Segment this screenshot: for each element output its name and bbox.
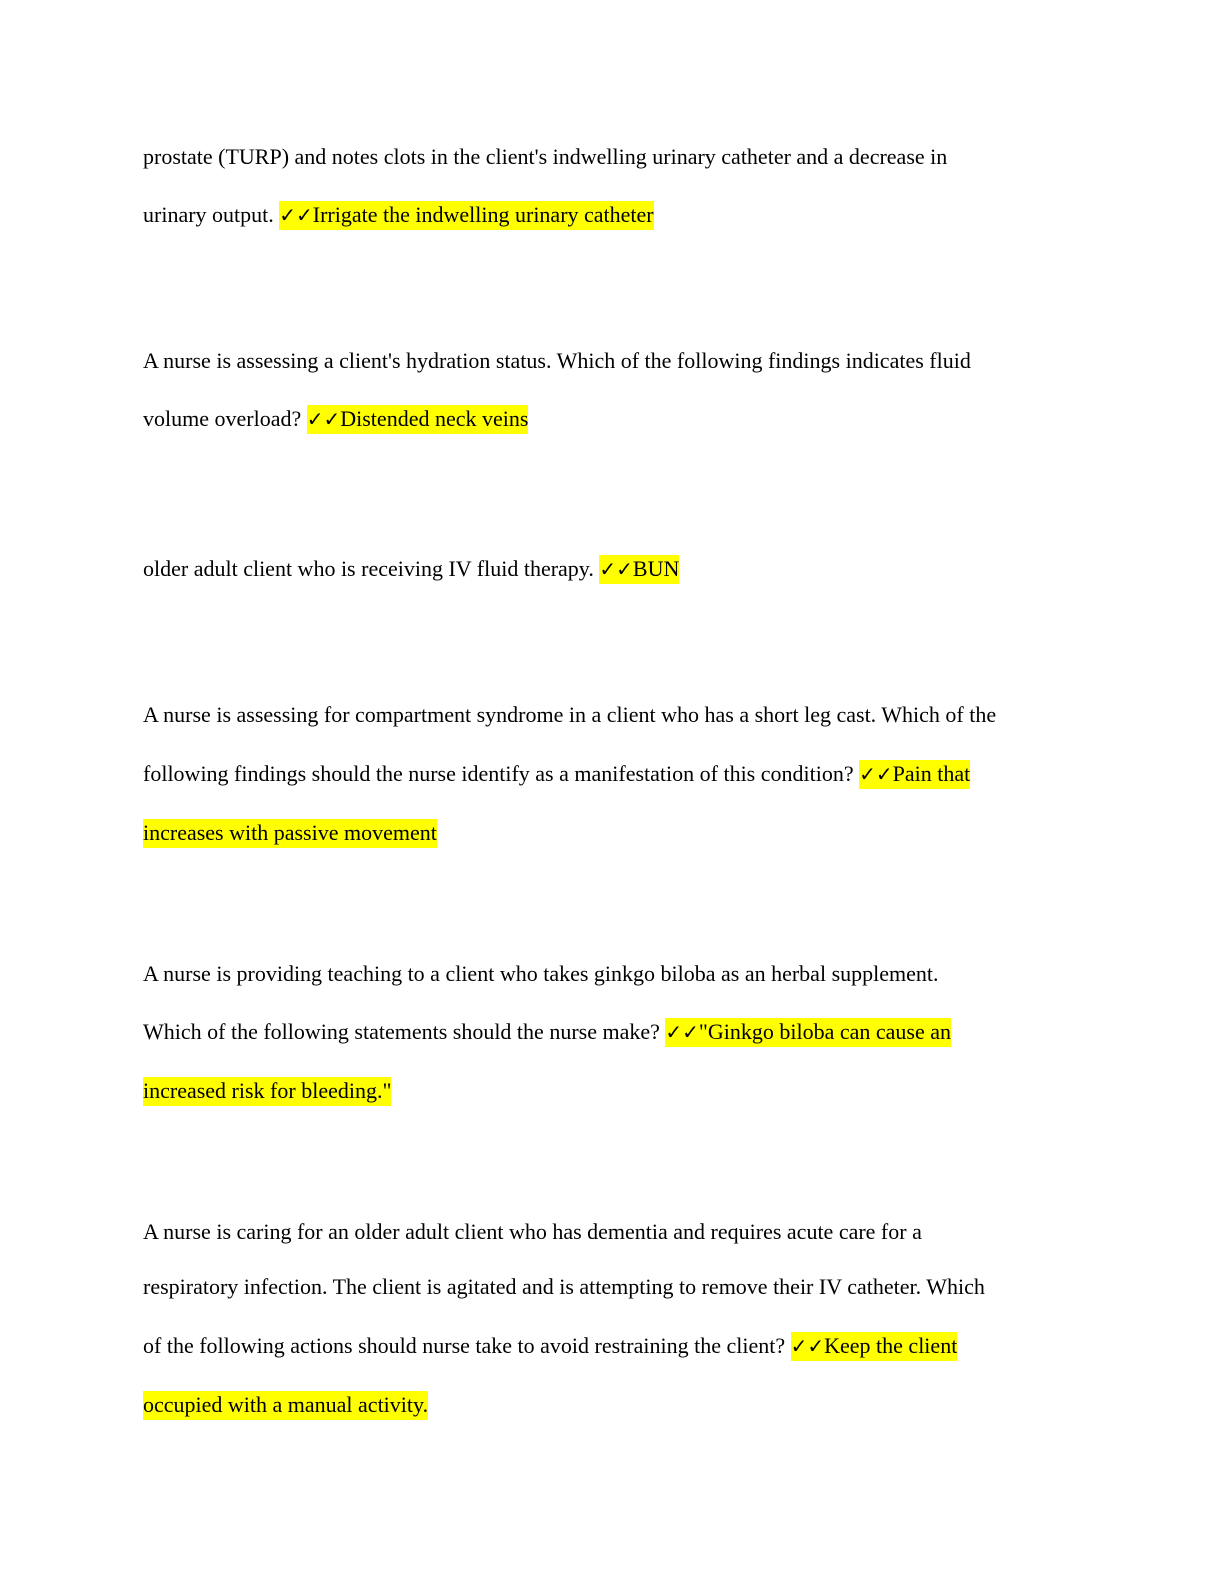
- answer-4-text: Pain that: [892, 761, 971, 786]
- question-4-text: following findings should the nurse identify as a manifestation of this condition?: [143, 761, 854, 786]
- answer-5-highlight: [665, 1018, 951, 1047]
- question-5-text: Which of the following statements should the nurse make?: [143, 1019, 660, 1044]
- answer-5-text: "Ginkgo biloba can cause an: [698, 1019, 952, 1044]
- check-mark-icon: ✓✓: [306, 407, 341, 431]
- question-1-line-1: prostate (TURP) and notes clots in the client's indwelling urinary catheter and a decrease in: [143, 144, 948, 169]
- question-6-line-2: respiratory infection. The client is agitated and is attempting to remove their IV catheter. Which: [143, 1274, 985, 1299]
- answer-6-highlight: [791, 1332, 958, 1361]
- check-mark-icon: ✓✓: [279, 203, 313, 227]
- answer-6-text: Keep the client: [824, 1333, 958, 1358]
- answer-5-continuation: [143, 1076, 391, 1106]
- answer-4-continuation: [143, 818, 437, 848]
- check-mark-icon: ✓✓: [665, 1020, 699, 1044]
- answer-6-cont-highlight: occupied with a manual activity.: [143, 1391, 428, 1420]
- question-6-line-3: [143, 1331, 957, 1361]
- answer-2-text: Distended neck veins: [340, 406, 529, 431]
- question-1-line-2: [143, 200, 654, 230]
- question-5-line-1: A nurse is providing teaching to a client who takes ginkgo biloba as an herbal supplement.: [143, 961, 939, 986]
- answer-6-continuation: [143, 1390, 428, 1420]
- answer-3-highlight: [599, 555, 679, 584]
- question-2-line-1: A nurse is assessing a client's hydration status. Which of the following findings indicates fluid: [143, 348, 971, 373]
- question-4-line-2: [143, 759, 970, 789]
- question-3-text: older adult client who is receiving IV fluid therapy.: [143, 556, 594, 581]
- check-mark-icon: ✓✓: [859, 762, 893, 786]
- answer-2-highlight: [307, 405, 529, 434]
- question-2-text: volume overload?: [143, 406, 302, 431]
- check-mark-icon: ✓✓: [790, 1334, 825, 1358]
- check-mark-icon: ✓✓: [599, 557, 633, 581]
- question-6-line-1: A nurse is caring for an older adult client who has dementia and requires acute care for a: [143, 1219, 922, 1244]
- answer-1-highlight: [279, 201, 653, 230]
- question-3-line-1: [143, 554, 679, 584]
- question-4-line-1: A nurse is assessing for compartment syndrome in a client who has a short leg cast. Which of the: [143, 702, 997, 727]
- question-6-text: of the following actions should nurse take to avoid restraining the client?: [143, 1333, 786, 1358]
- question-1-text: urinary output.: [143, 202, 274, 227]
- question-5-line-2: [143, 1017, 951, 1047]
- answer-4-highlight: [859, 760, 970, 789]
- question-2-line-2: [143, 404, 528, 434]
- answer-3-text: BUN: [632, 556, 680, 581]
- answer-5-cont-highlight: increased risk for bleeding.": [143, 1077, 391, 1106]
- answer-1-text: Irrigate the indwelling urinary catheter: [312, 202, 654, 227]
- answer-4-cont-highlight: increases with passive movement: [143, 819, 437, 848]
